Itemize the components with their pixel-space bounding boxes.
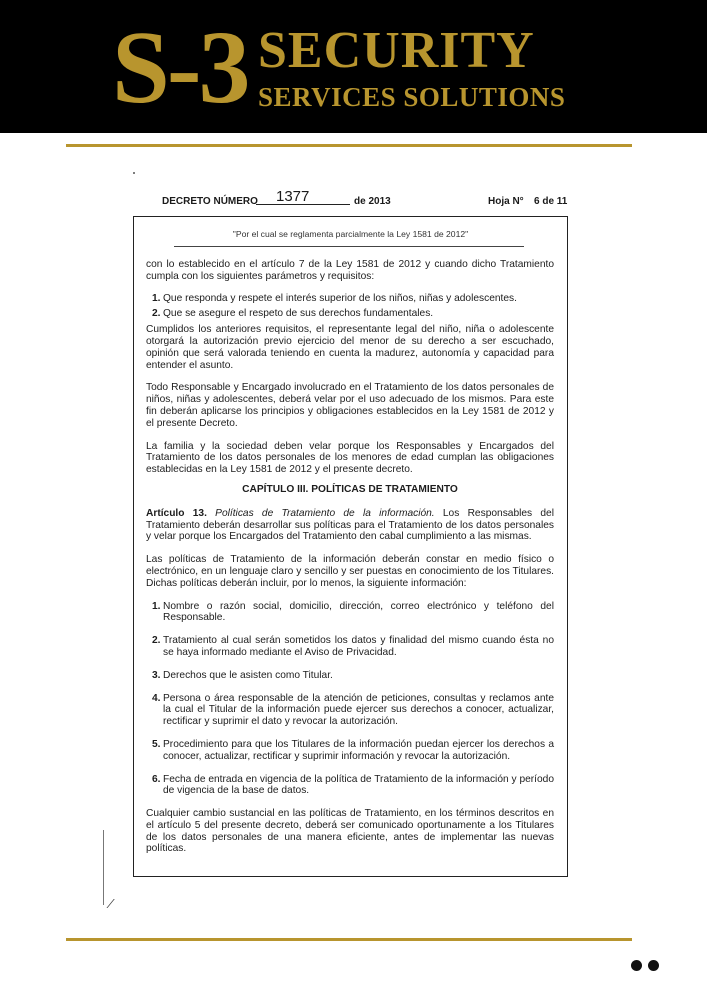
article-text: Los Responsables del Tratamiento deberán desarrollar sus políticas para el Tratamiento de los datos personales y velar porque los Encargados del Tratamiento den cabal cumplimiento a las mismas. <box>146 507 554 543</box>
gold-divider-bottom <box>66 938 632 941</box>
list-item-number: 6. <box>152 773 161 785</box>
list-item <box>146 670 554 682</box>
paragraph-authorization: Cumplidos los anteriores requisitos, el representante legal del niño, niña o adolescente otorgará la autorización previo ejercicio del menor de su derecho a ser escuchado, opinión que será valorada teniendo en cuenta la madurez, autonomía y capacidad para entender el asunto. <box>146 324 554 371</box>
decree-subtitle: "Por el cual se reglamenta parcialmente la Ley 1581 de 2012" <box>232 229 469 239</box>
article-title: Políticas de Tratamiento de la información. <box>215 507 435 519</box>
paragraph-responsables: Todo Responsable y Encargado involucrado en el Tratamiento de los datos personales de niños, niñas y adolescentes, deberá velar por el uso adecuado de los mismos. Para este fin deberán aplicarse los principios y obligaciones establecidos en la Ley 1581 de 2012 y el presente Decreto. <box>146 382 554 429</box>
margin-mark-line <box>103 830 104 905</box>
decree-number: 1377 <box>276 188 310 205</box>
sheet-value: 6 de 11 <box>534 196 568 207</box>
list-item-number: 3. <box>152 669 161 681</box>
list-item <box>146 601 554 625</box>
article-label: Artículo 13. <box>146 507 207 519</box>
handwritten-mark: ⁄ <box>110 896 113 911</box>
list-item-text: Procedimiento para que los Titulares de la información puedan ejercer los derechos a conocer, actualizar, rectificar y suprimir información y revocar la autorización. <box>163 738 554 762</box>
list-item <box>146 774 554 798</box>
gold-divider-top <box>66 144 632 147</box>
sheet-label: Hoja N° <box>488 196 524 207</box>
list-item-number: 2. <box>152 635 161 647</box>
document-body <box>146 259 554 855</box>
list-item-number: 4. <box>152 692 161 704</box>
list-item-text: Fecha de entrada en vigencia de la política de Tratamiento de la información y período de vigencia de la base de datos. <box>163 773 554 797</box>
list-item-number: 5. <box>152 738 161 750</box>
requirements-list <box>146 293 554 321</box>
decree-year: de 2013 <box>354 196 391 207</box>
intro-paragraph: con lo establecido en el artículo 7 de la Ley 1581 de 2012 y cuando dicho Tratamiento cumpla con los siguientes parámetros y requisitos: <box>146 259 554 282</box>
scan-speck <box>133 172 135 174</box>
brand-header <box>0 0 707 133</box>
list-item <box>146 693 554 728</box>
list-item <box>146 739 554 763</box>
list-item-text: Que se asegure el respeto de sus derechos fundamentales. <box>163 308 434 320</box>
policy-list <box>146 601 554 798</box>
document-frame <box>133 216 568 877</box>
article-13 <box>146 508 554 543</box>
list-item-number: 1. <box>152 600 161 612</box>
brand-logo-services: SERVICES SOLUTIONS <box>258 82 566 112</box>
brand-logo-mark: S-3 <box>112 10 248 125</box>
paragraph-familia: La familia y la sociedad deben velar porque los Responsables y Encargados del Tratamiento de los datos personales de los menores de edad cumplan las obligaciones establecidas en la Ley 1581 de 2012 y el presente decreto. <box>146 440 554 476</box>
list-item-text: Persona o área responsable de la atención de peticiones, consultas y reclamos ante la cual el Titular de la información puede ejercer sus derechos a conocer, actualizar, rectificar y suprimir el dato y revocar la autorización. <box>163 692 554 728</box>
list-item <box>146 308 554 320</box>
list-item-number: 1. <box>152 292 161 304</box>
list-item-text: Nombre o razón social, domicilio, dirección, correo electrónico y teléfono del Responsable. <box>163 600 554 624</box>
list-item <box>146 635 554 659</box>
list-item-number: 2. <box>152 308 161 320</box>
list-item-text: Tratamiento al cual serán sometidos los datos y finalidad del mismo cuando ésta no se haya informado mediante el Aviso de Privacidad. <box>163 635 554 658</box>
chapter-heading: CAPÍTULO III. POLÍTICAS DE TRATAMIENTO <box>242 483 458 495</box>
decree-header <box>162 188 572 210</box>
page-dots <box>631 960 659 971</box>
paragraph-policies: Las políticas de Tratamiento de la información deberán constar en medio físico o electrónico, en un lenguaje claro y sencillo y ser puestas en conocimiento de los Titulares. Dichas políticas deberán incluir, por lo menos, la siguiente información: <box>146 554 554 589</box>
list-item-text: Que responda y respete el interés superior de los niños, niñas y adolescentes. <box>163 292 517 304</box>
brand-logo-security: SECURITY <box>258 22 535 79</box>
subtitle-underline <box>174 246 524 247</box>
decree-number-label: DECRETO NÚMERO <box>162 196 258 207</box>
paragraph-changes: Cualquier cambio sustancial en las políticas de Tratamiento, en los términos descritos en el artículo 5 del presente decreto, deberá ser comunicado oportunamente a los Titulares de los datos personales de una manera eficiente, antes de implementar las nuevas políticas. <box>146 808 554 855</box>
page-dot[interactable] <box>631 960 642 971</box>
list-item-text: Derechos que le asisten como Titular. <box>163 669 333 681</box>
page-dot[interactable] <box>648 960 659 971</box>
list-item <box>146 293 554 305</box>
